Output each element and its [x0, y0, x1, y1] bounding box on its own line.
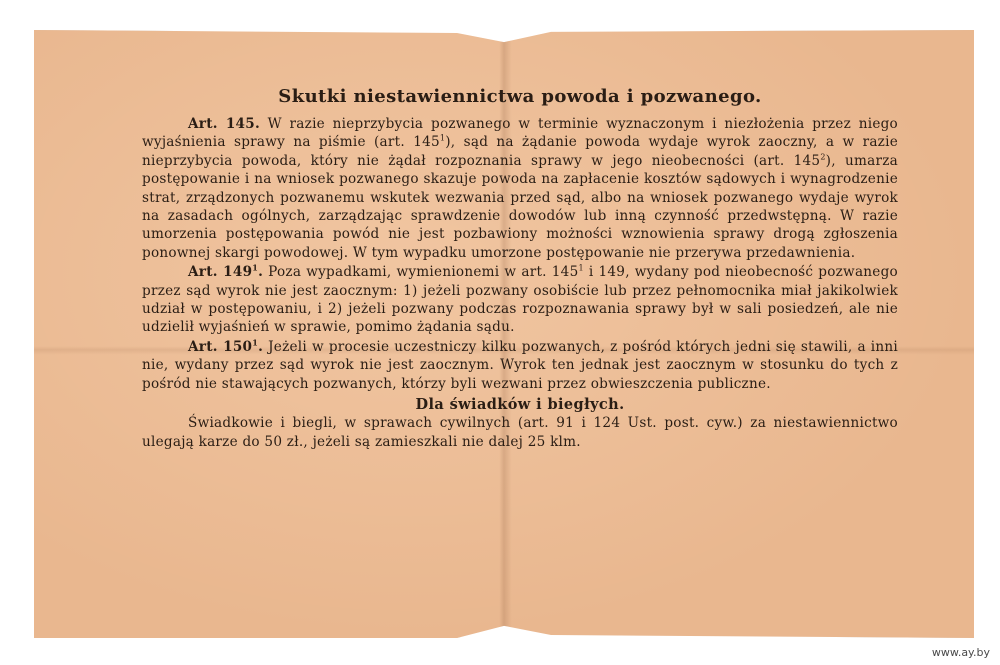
section-subtitle: Dla świadków i biegłych.	[415, 396, 625, 414]
paragraph-art-150	[142, 338, 898, 393]
article-dot: .	[258, 264, 264, 281]
paragraph-text: ), umarza postępowanie i na wniosek pozwanego skazuje powoda na zapłacenie kosztów sądowych i wynagrodzenie strat, zrządzonych pozwanemu wskutek wezwania przed sąd, albo na wniosek pozwanego wydaje wyrok na zasadach ogólnych, zarządzając sprawdzenie dowodów lub inną czynność przedwstępną. W razie umorzenia postępowania powód nie jest pozbawiony możności wznowienia sprawy drogą zgłoszenia ponownej skargi powodowej. W tym wypadku umorzone postępowanie nie przerywa przedawnienia.	[142, 152, 898, 261]
document-body	[142, 86, 898, 451]
superscript: 1	[439, 133, 446, 143]
watermark-text: www.ay.by	[931, 646, 990, 659]
superscript: 1	[252, 337, 259, 348]
paragraph-text: Jeżeli w procesie uczestniczy kilku pozwanych, z pośród których jedni się stawili, a inni nie, wydany przez sąd wyrok nie jest zaocznym. Wyrok ten jednak jest zaocznym w stosunku do tych z pośród nie stawających pozwanych, którzy byli wezwani przez obwieszczenia publiczne.	[142, 338, 898, 392]
article-number	[188, 339, 263, 355]
paragraph-witnesses: Świadkowie i biegli, w sprawach cywilnych (art. 91 i 124 Ust. post. cyw.) za niestawiennictwo ulegają karze do 50 zł., jeżeli są zamieszkali nie dalej 25 klm.	[142, 415, 898, 450]
paragraph-text: ), sąd na żądanie powoda wydaje wyrok zaoczny, a w razie nieprzybycia powoda, który nie żądał rozpoznania sprawy w jego nieobecności (art. 145	[142, 134, 898, 169]
paragraph-text: i 149, wydany pod nieobecność pozwanego przez sąd wyrok nie jest zaocznym: 1) jeżeli pozwany osobiście lub przez pełnomocnika miał jakikolwiek udział w postępowaniu, i 2) jeżeli pozwany podczas rozpoznawania sprawy był w sali posiedzeń, ale nie udzielił wyjaśnień w sprawie, pomimo żądania sądu.	[142, 264, 898, 336]
superscript: 2	[820, 152, 826, 162]
paragraph-art-145	[142, 115, 898, 262]
article-label: Art. 149	[188, 264, 253, 281]
article-dot: .	[258, 338, 264, 355]
superscript: 1	[578, 263, 584, 273]
article-number	[188, 264, 263, 280]
paragraph-text: Poza wypadkami, wymienionemi w art. 145	[263, 264, 579, 281]
article-number: Art. 145.	[188, 116, 260, 132]
superscript: 1	[252, 262, 259, 273]
paragraph-text: W razie nieprzybycia pozwanego w terminie wyznaczonym i niezłożenia przez niego wyjaśnienia sprawy na piśmie (art. 145	[142, 116, 898, 151]
document-title: Skutki niestawiennictwa powoda i pozwanego.	[278, 86, 762, 107]
paragraph-art-149	[142, 263, 898, 337]
article-label: Art. 150	[188, 338, 253, 355]
